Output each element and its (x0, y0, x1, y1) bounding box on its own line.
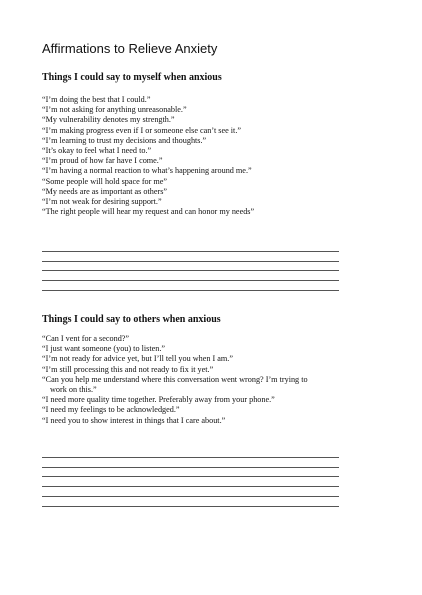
writing-line[interactable] (42, 468, 339, 478)
page-title: Affirmations to Relieve Anxiety (42, 41, 218, 56)
writing-line[interactable] (42, 262, 339, 272)
list-item: “My needs are as important as others” (42, 186, 168, 196)
list-item: “I’m not asking for anything unreasonable.” (42, 105, 187, 115)
list-item: “I’m not ready for advice yet, but I’ll tell you when I am.” (42, 354, 233, 364)
list-item: “I’m learning to trust my decisions and thoughts.” (42, 135, 207, 145)
list-item: “Some people will hold space for me” (42, 176, 168, 186)
writing-line[interactable] (42, 242, 339, 252)
writing-lines-self (42, 242, 339, 291)
list-item: “I’m doing the best that I could.” (42, 95, 151, 104)
affirmations-self-list (42, 95, 342, 217)
list-item: “I’m still processing this and not ready to fix it yet.” (42, 364, 214, 374)
writing-line[interactable] (42, 458, 339, 468)
list-item: “I need more quality time together. Preferably away from your phone.” (42, 395, 275, 405)
list-item: “I’m proud of how far have I come.” (42, 156, 163, 166)
writing-line[interactable] (42, 477, 339, 487)
writing-line[interactable] (42, 281, 339, 291)
affirmations-others-list (42, 334, 342, 426)
list-item: “I’m having a normal reaction to what’s happening around me.” (42, 166, 252, 176)
writing-line[interactable] (42, 497, 339, 507)
list-item: “I just want someone (you) to listen.” (42, 344, 166, 354)
list-item: “I need you to show interest in things that I care about.” (42, 415, 226, 425)
list-item: “The right people will hear my request and can honor my needs” (42, 207, 255, 217)
list-item: “Can you help me understand where this conversation went wrong? I’m trying to work on this.” (42, 374, 308, 395)
list-item: “I’m not weak for desiring support.” (42, 197, 162, 207)
list-item: “It’s okay to feel what I need to.” (42, 146, 152, 156)
list-item: “I’m making progress even if I or someone else can’t see it.” (42, 125, 242, 135)
list-item: “Can I vent for a second?” (42, 334, 130, 343)
section-heading-self: Things I could say to myself when anxious (42, 72, 222, 83)
list-item: “I need my feelings to be acknowledged.” (42, 405, 180, 415)
writing-lines-others (42, 448, 339, 507)
list-item: “My vulnerability denotes my strength.” (42, 115, 175, 125)
writing-line[interactable] (42, 271, 339, 281)
section-heading-others: Things I could say to others when anxious (42, 314, 221, 325)
writing-line[interactable] (42, 448, 339, 458)
writing-line[interactable] (42, 252, 339, 262)
writing-line[interactable] (42, 487, 339, 497)
